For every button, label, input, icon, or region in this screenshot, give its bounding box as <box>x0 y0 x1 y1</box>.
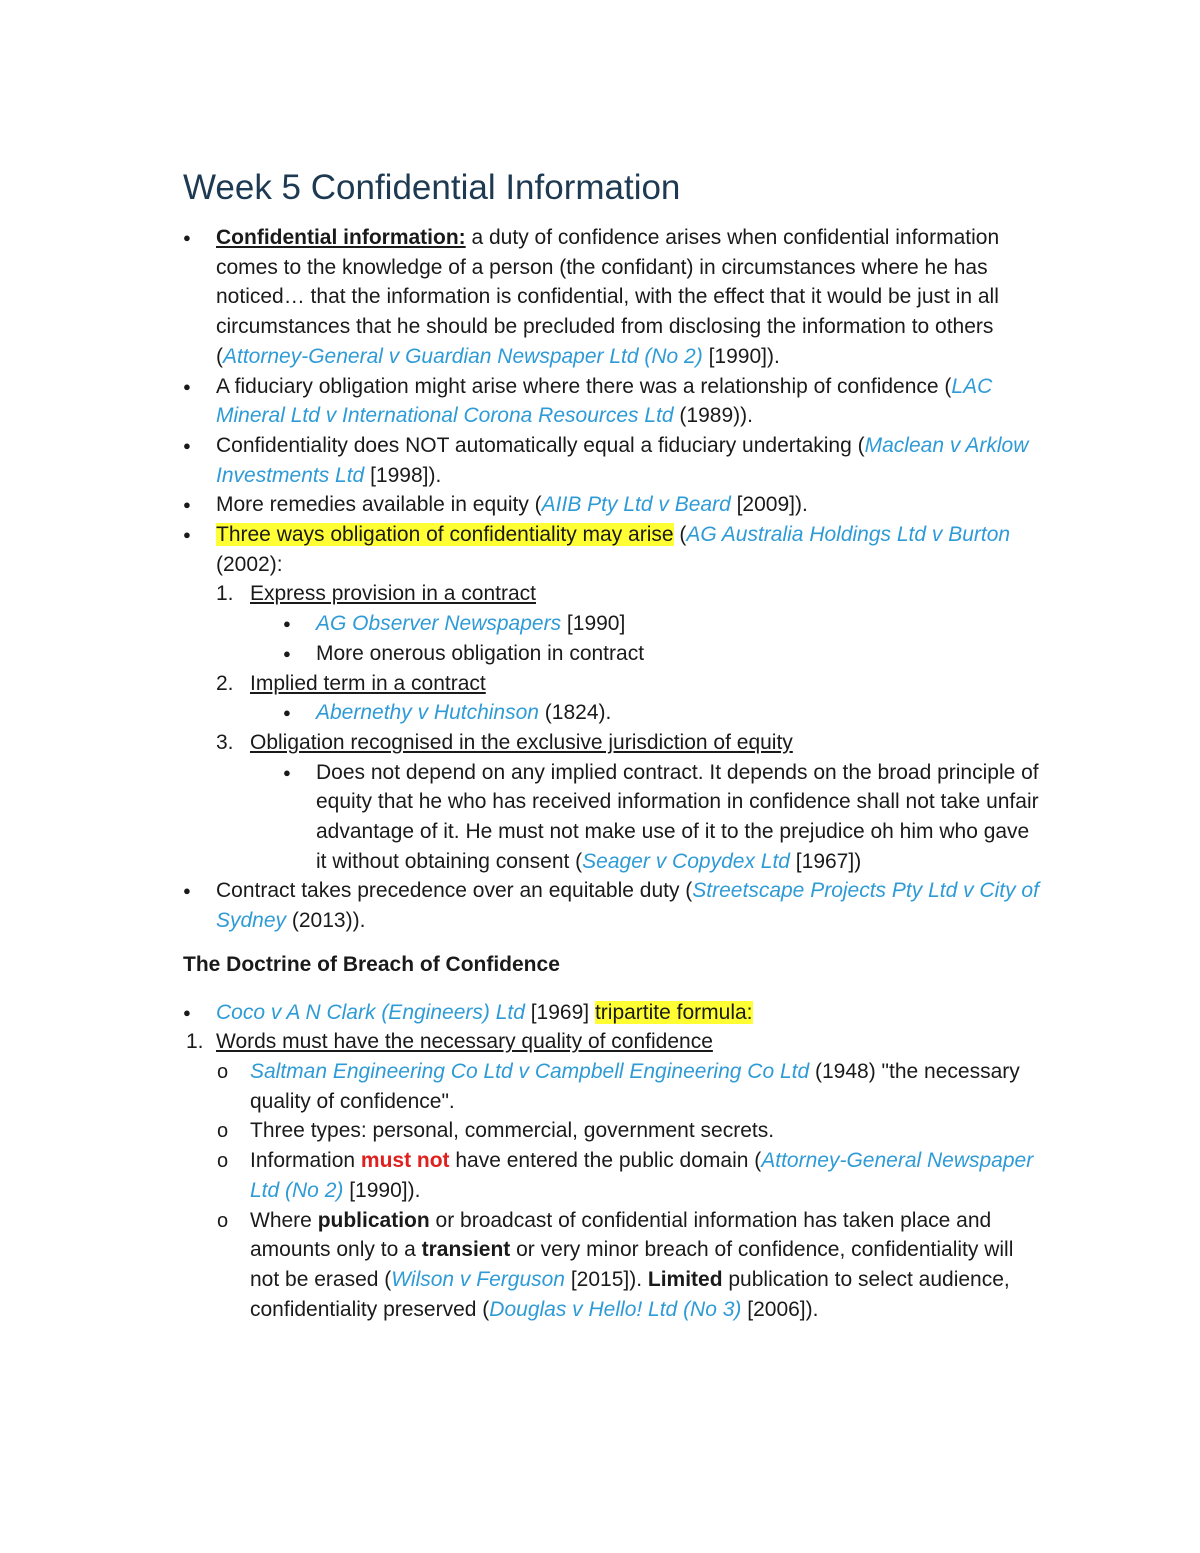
case-citation: AG Observer Newspapers <box>316 612 562 636</box>
numbered-item <box>183 1027 1043 1057</box>
bullet-icon <box>183 520 191 552</box>
emphasis-red: must not <box>360 1149 450 1173</box>
list-item <box>183 998 1043 1028</box>
body-text: ( <box>673 523 687 547</box>
case-citation: AIIB Pty Ltd v Beard <box>541 493 731 517</box>
body-text: have entered the public domain ( <box>449 1149 762 1173</box>
term-label: Confidential information: <box>216 226 466 249</box>
body-text: [1990]). <box>343 1178 421 1202</box>
case-citation: Streetscape Projects Pty Ltd v City of Sydney <box>216 879 1039 933</box>
body-text: [1990] <box>561 612 626 636</box>
case-citation: Attorney-General v Guardian Newspaper Ltd (No 2) <box>223 344 703 368</box>
case-citation: AG Australia Holdings Ltd v Burton <box>686 523 1011 547</box>
body-text: Confidentiality does NOT automatically equal a fiduciary undertaking ( <box>216 433 865 457</box>
document-body <box>183 165 1043 1324</box>
body-text: [1998]). <box>364 463 442 487</box>
list-item <box>183 490 1043 520</box>
list-item <box>183 698 1043 728</box>
bullet-icon <box>183 223 191 255</box>
body-text: or very minor breach of confidence, confidentiality will not be erased ( <box>250 1238 1014 1291</box>
bullet-icon <box>283 639 291 671</box>
body-text: More onerous obligation in contract <box>316 641 645 665</box>
bullet-icon <box>183 372 191 404</box>
case-citation: LAC Mineral Ltd v International Corona Resources Ltd <box>216 374 993 428</box>
body-text: [2009]). <box>730 493 808 517</box>
numbered-label: Words must have the necessary quality of confidence <box>216 1030 713 1054</box>
numbered-label: Implied term in a contract <box>250 671 486 695</box>
highlighted-text: tripartite formula: <box>594 1000 753 1024</box>
list-item <box>183 431 1043 490</box>
list-item <box>183 1146 1043 1205</box>
list-number: 3. <box>216 730 234 754</box>
list-item <box>183 758 1043 877</box>
case-citation: Saltman Engineering Co Ltd v Campbell Engineering Co Ltd <box>250 1059 810 1083</box>
body-text: More remedies available in equity ( <box>216 493 542 517</box>
numbered-label: Express provision in a contract <box>250 582 536 606</box>
numbered-label: Obligation recognised in the exclusive jurisdiction of equity <box>250 730 793 754</box>
body-text: (2002): <box>216 552 283 576</box>
body-text: (2013)). <box>286 909 366 933</box>
case-citation: Attorney-General Newspaper Ltd (No 2) <box>250 1149 1034 1202</box>
list-item <box>183 1057 1043 1116</box>
body-text: Three types: personal, commercial, government secrets. <box>250 1119 775 1143</box>
body-text: a duty of confidence arises when confidential information comes to the knowledge of a person (the confidant) in circumstances where he has noticed… that the information is confidential, with the effect that it would be just in all circumstances that he should be precluded from disclosing the information to others ( <box>216 226 1000 368</box>
bold-term: transient <box>421 1238 511 1262</box>
list-item <box>183 639 1043 669</box>
bullet-icon <box>183 490 191 522</box>
list-number: 2. <box>216 671 234 695</box>
case-citation: Seager v Copydex Ltd <box>582 849 790 873</box>
case-citation: Maclean v Arklow Investments Ltd <box>216 433 1029 487</box>
list-number: 1. <box>216 582 234 606</box>
highlighted-text: Three ways obligation of confidentiality may arise <box>216 523 674 547</box>
body-text: A fiduciary obligation might arise where there was a relationship of confidence ( <box>216 374 952 398</box>
body-text: (1989)). <box>673 404 753 428</box>
numbered-item <box>183 579 1043 609</box>
circle-bullet-icon <box>217 1057 228 1088</box>
bold-term: publication <box>317 1208 430 1232</box>
circle-bullet-icon <box>217 1146 228 1177</box>
bullet-icon <box>283 758 291 790</box>
body-text: publication to select audience, confidentiality preserved ( <box>250 1267 1010 1321</box>
body-text: [2006]). <box>741 1297 819 1321</box>
case-citation: Abernethy v Hutchinson <box>316 701 539 725</box>
list-item <box>183 223 1043 372</box>
section-heading: The Doctrine of Breach of Confidence <box>183 952 560 976</box>
bullet-list-doctrine <box>183 998 1043 1325</box>
body-text: (1948) "the necessary quality of confidence". <box>250 1059 1020 1113</box>
body-text: Contract takes precedence over an equitable duty ( <box>216 879 693 903</box>
body-text: or broadcast of confidential information has taken place and amounts only to a <box>250 1208 992 1262</box>
list-item <box>183 876 1043 935</box>
case-citation: Coco v A N Clark (Engineers) Ltd <box>216 1000 525 1024</box>
case-citation: Douglas v Hello! Ltd (No 3) <box>489 1297 742 1321</box>
list-item <box>183 372 1043 431</box>
bold-term: Limited <box>647 1267 723 1291</box>
case-citation: Wilson v Ferguson <box>391 1267 565 1291</box>
bullet-list-main <box>183 223 1043 936</box>
bullet-icon <box>183 998 191 1030</box>
list-item <box>183 609 1043 639</box>
numbered-item <box>183 728 1043 758</box>
body-text: (1824). <box>538 701 612 725</box>
page-title: Week 5 Confidential Information <box>183 168 681 207</box>
numbered-item <box>183 669 1043 699</box>
bullet-icon <box>283 609 291 641</box>
circle-bullet-icon <box>217 1206 228 1237</box>
circle-bullet-icon <box>217 1116 228 1147</box>
body-text: [2015]). <box>564 1267 648 1291</box>
body-text: [1990]). <box>702 344 780 368</box>
list-number: 1. <box>186 1030 204 1054</box>
body-text: Information <box>250 1149 361 1173</box>
list-item <box>183 520 1043 579</box>
bullet-icon <box>183 876 191 908</box>
body-text: Where <box>250 1208 318 1232</box>
bullet-icon <box>283 698 291 730</box>
body-text: [1969] <box>524 1000 595 1024</box>
bullet-icon <box>183 431 191 463</box>
body-text: Does not depend on any implied contract. It depends on the broad principle of equity that he who has received information in confidence shall not take unfair advantage of it. He must not make use of it to the prejudice oh him who gave it without obtaining consent ( <box>316 760 1039 873</box>
list-item <box>183 1206 1043 1325</box>
list-item <box>183 1116 1043 1146</box>
body-text: [1967]) <box>789 849 862 873</box>
